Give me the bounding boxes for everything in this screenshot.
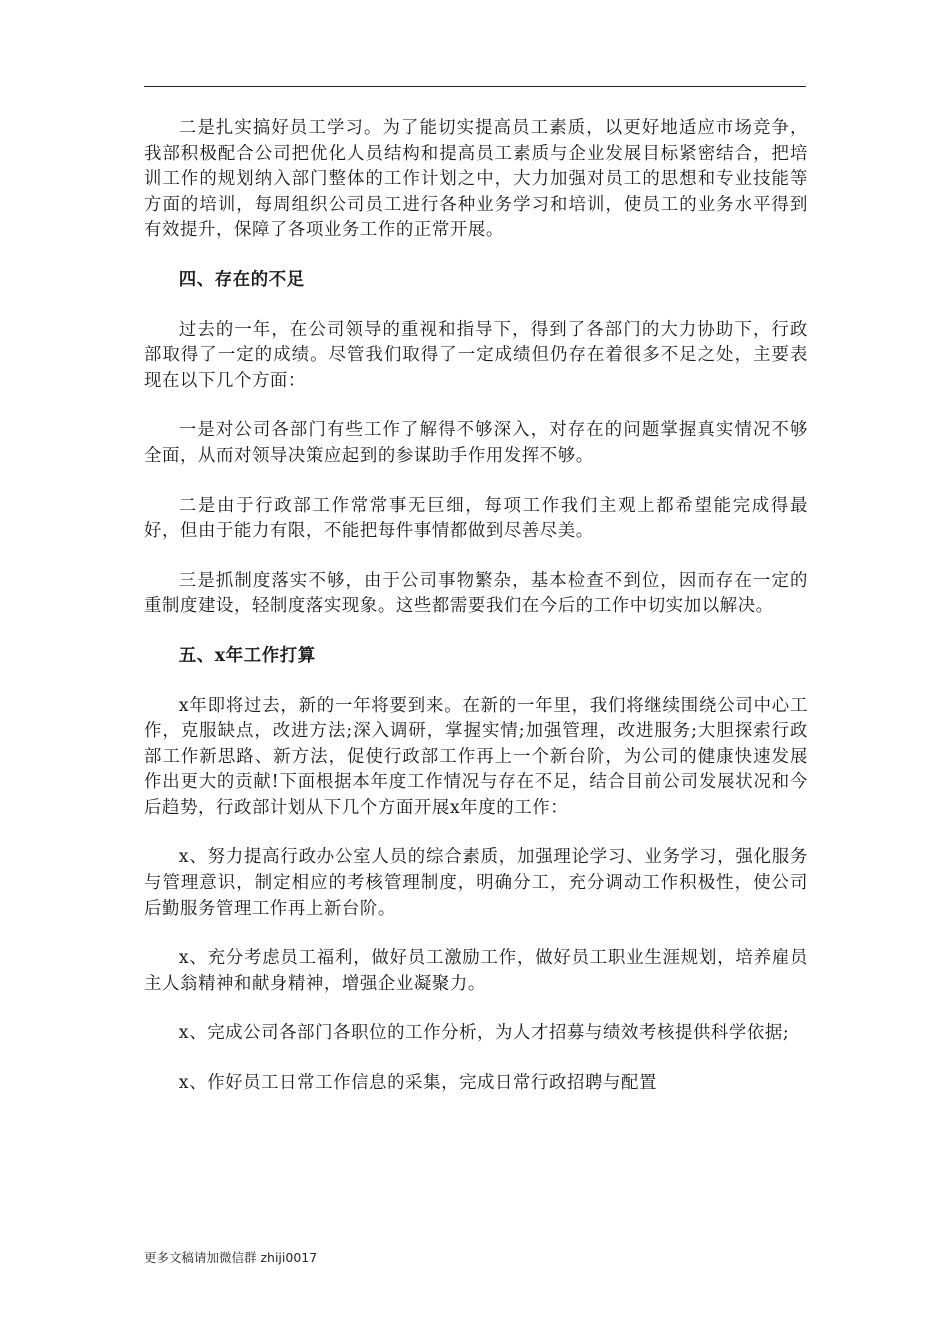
paragraph-plan-item-1: x、努力提高行政办公室人员的综合素质，加强理论学习、业务学习，强化服务与管理意识，制定相应的考核管理制度，明确分工，充分调动工作积极性，使公司后勤服务管理工作再上新台阶。 [144, 847, 808, 919]
paragraph-staff-training: 二是扎实搞好员工学习。为了能切实提高员工素质，以更好地适应市场竞争，我部积极配合公司把优化人员结构和提高员工素质与企业发展目标紧密结合，把培训工作的规划纳入部门整体的工作计划之中，大力加强对员工的思想和专业技能等方面的培训，每周组织公司员工进行各种业务学习和培训，使员工的业务水平得到有效提升，保障了各项业务工作的正常开展。 [144, 118, 808, 241]
paragraph-shortcoming-3: 三是抓制度落实不够，由于公司事物繁杂，基本检查不到位，因而存在一定的重制度建设，轻制度落实现象。这些都需要我们在今后的工作中切实加以解决。 [144, 570, 808, 617]
paragraph-plan-item-2: x、充分考虑员工福利，做好员工激励工作，做好员工职业生涯规划，培养雇员主人翁精神和献身精神，增强企业凝聚力。 [144, 948, 808, 994]
paragraph-plan-item-3: x、完成公司各部门各职位的工作分析，为人才招募与绩效考核提供科学依据; [178, 1023, 790, 1044]
document-body [144, 116, 808, 1121]
footer-note: 更多文稿请加微信群 zhiji0017 [144, 1250, 318, 1265]
paragraph-shortcoming-1: 一是对公司各部门有些工作了解得不够深入，对存在的问题掌握真实情况不够全面，从而对领导决策应起到的参谋助手作用发挥不够。 [144, 420, 808, 466]
section-heading-shortcomings: 四、存在的不足 [178, 269, 305, 290]
paragraph-shortcomings-intro: 过去的一年，在公司领导的重视和指导下，得到了各部门的大力协助下，行政部取得了一定的成绩。尽管我们取得了一定成绩但仍存在着很多不足之处，主要表现在以下几个方面： [144, 319, 808, 391]
paragraph-work-plan-intro: x年即将过去，新的一年将要到来。在新的一年里，我们将继续围绕公司中心工作，克服缺点，改进方法;深入调研，掌握实情;加强管理，改进服务;大胆探索行政部工作新思路、新方法，促使行政部工作再上一个新台阶，为公司的健康快速发展作出更大的贡献!下面根据本年度工作情况与存在不足，结合目前公司发展状况和今后趋势，行政部计划从下几个方面开展x年度的工作： [144, 695, 808, 818]
header-rule [144, 86, 806, 87]
paragraph-shortcoming-2: 二是由于行政部工作常常事无巨细，每项工作我们主观上都希望能完成得最好，但由于能力有限，不能把每件事情都做到尽善尽美。 [144, 495, 808, 542]
paragraph-plan-item-4: x、作好员工日常工作信息的采集，完成日常行政招聘与配置 [178, 1073, 657, 1094]
section-heading-work-plan: 五、x年工作打算 [178, 645, 316, 666]
